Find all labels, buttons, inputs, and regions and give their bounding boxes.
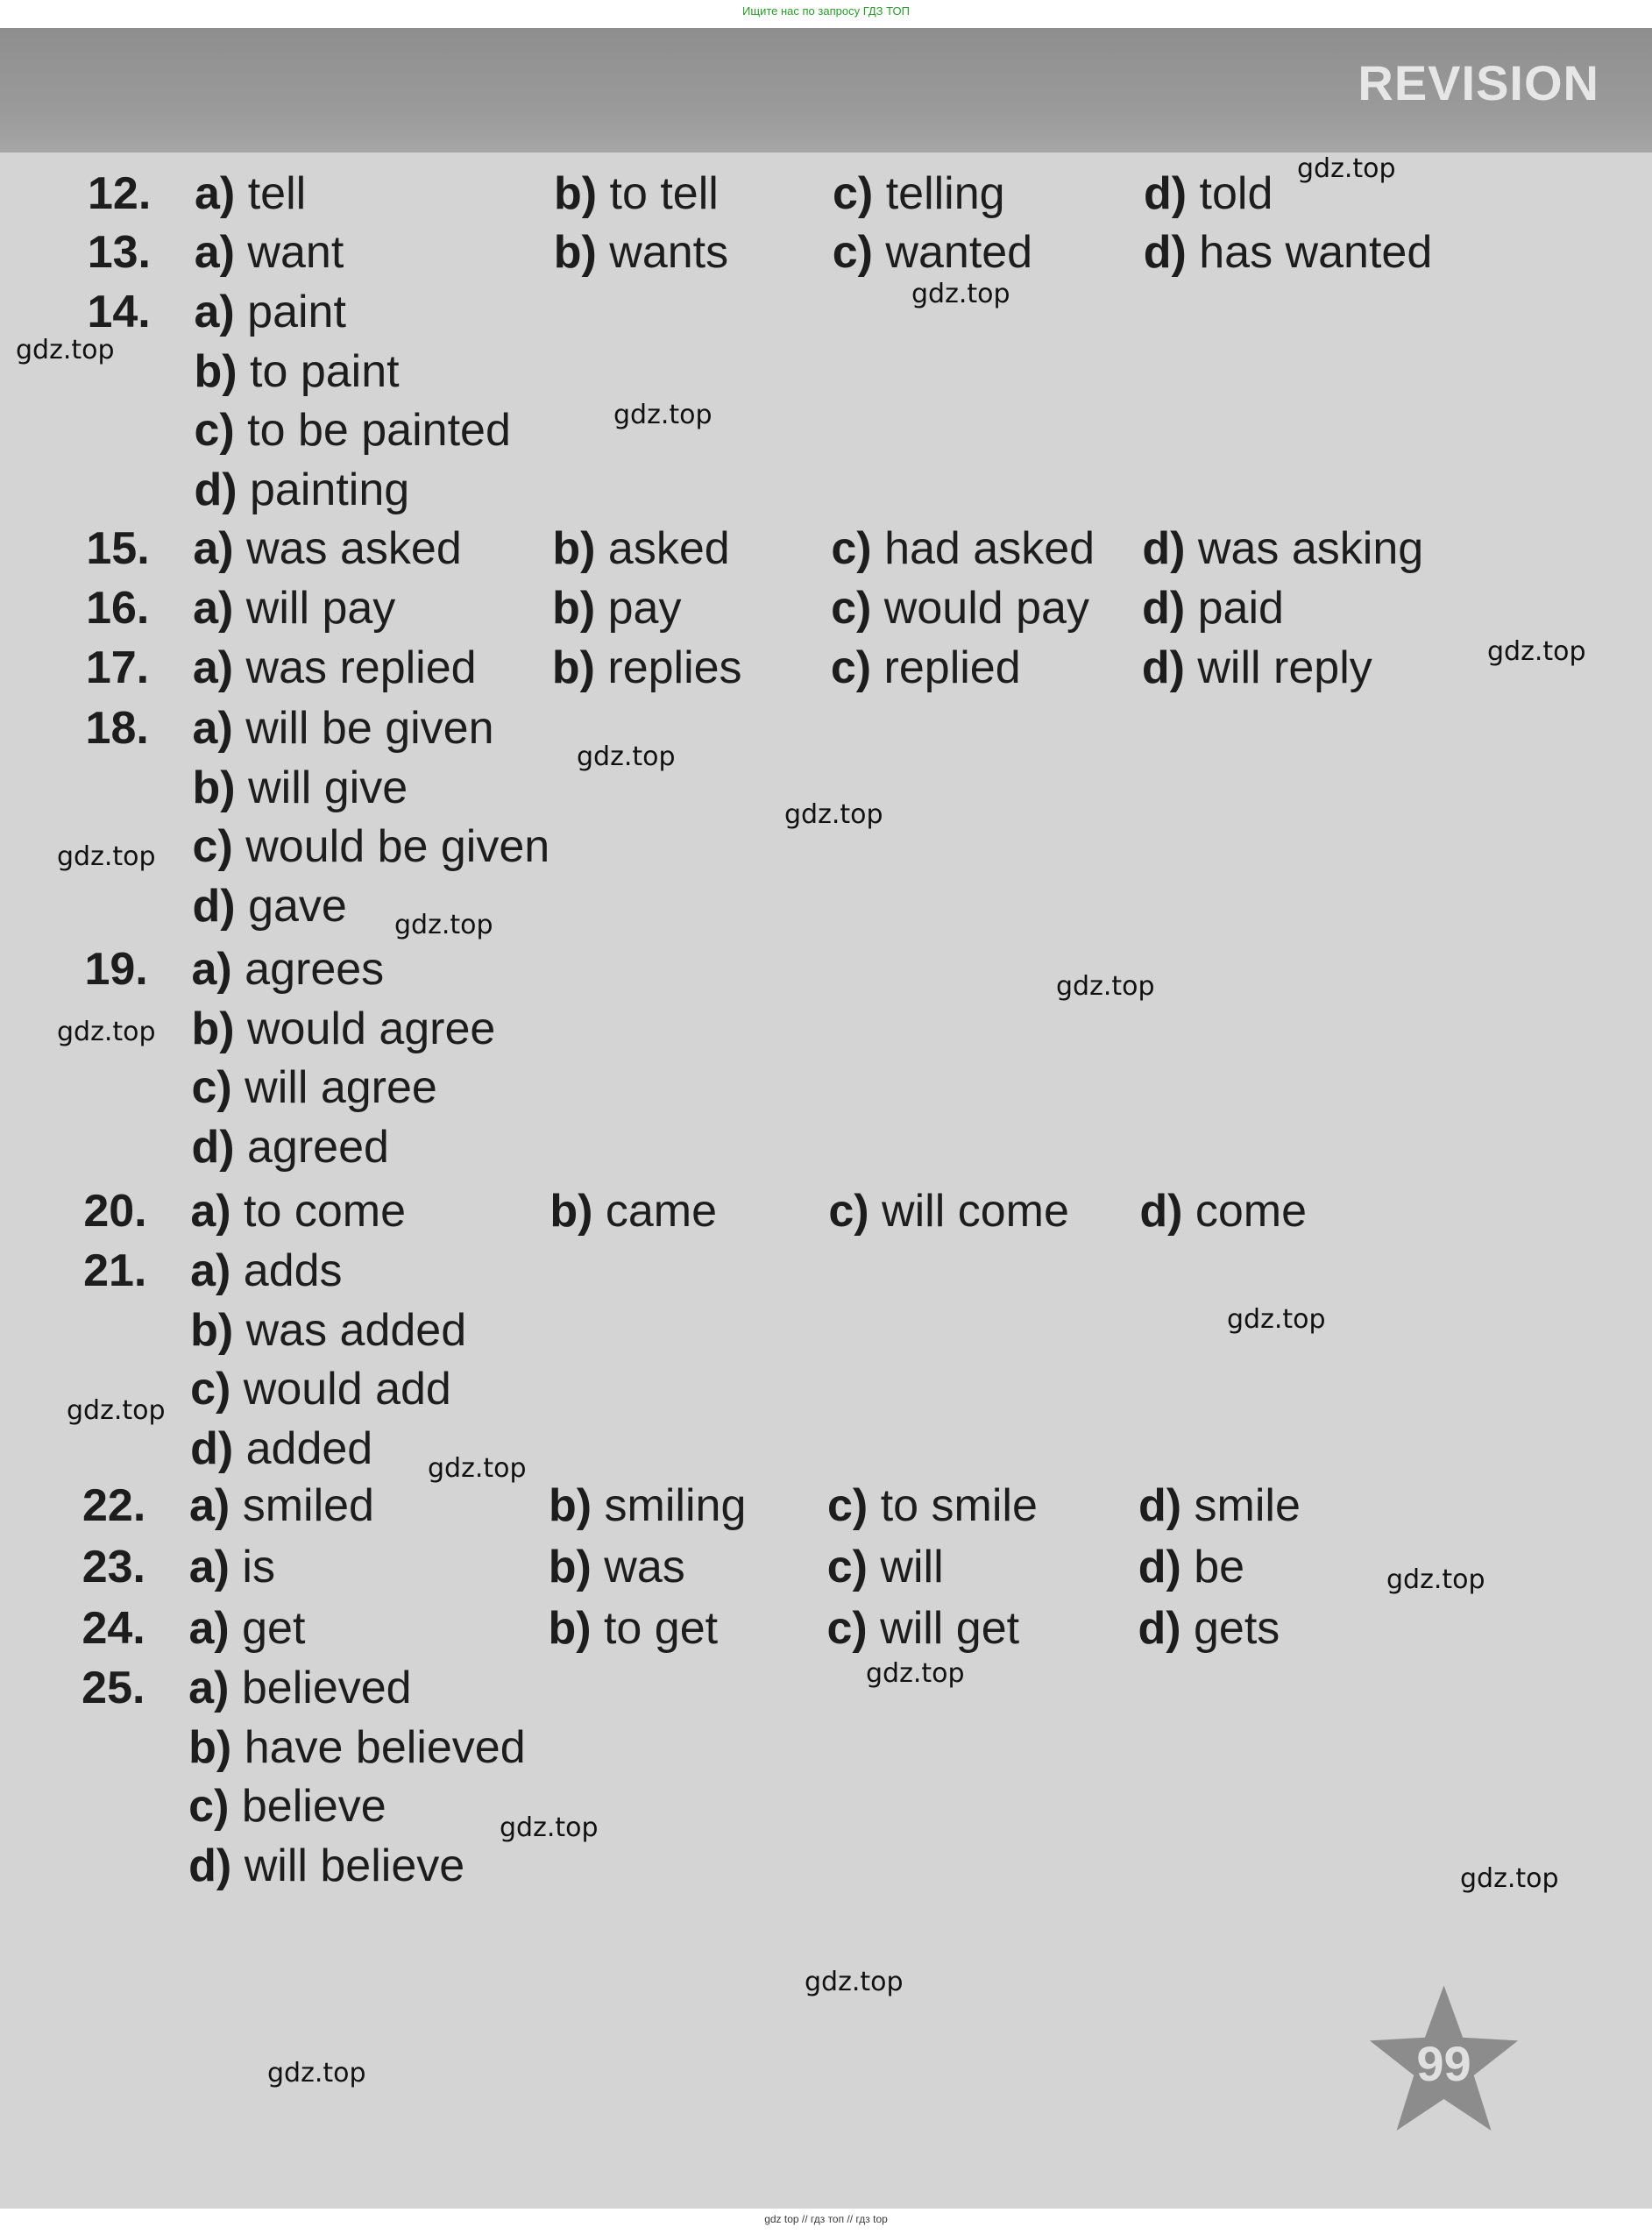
option-text: paint	[247, 287, 346, 337]
option-text: had asked	[884, 523, 1095, 574]
question-number: 13.	[87, 227, 152, 278]
question-number: 17.	[85, 642, 150, 693]
answer-option	[192, 880, 347, 932]
option-letter: a)	[192, 703, 233, 754]
option-gap	[873, 227, 885, 278]
watermark-text: gdz.top	[866, 1658, 965, 1689]
answer-option	[1139, 1186, 1308, 1237]
option-letter: c)	[190, 1364, 231, 1415]
option-text: painting	[250, 464, 410, 515]
option-gap	[1181, 1542, 1194, 1592]
answer-option	[194, 464, 410, 515]
answer-option	[827, 1480, 1038, 1531]
answer-option	[188, 1840, 465, 1891]
option-text: was replied	[245, 642, 477, 693]
option-gap	[868, 1480, 880, 1531]
option-letter: b)	[548, 1542, 592, 1592]
option-text: will come	[882, 1186, 1069, 1237]
answer-option	[833, 168, 1005, 219]
option-text: will	[880, 1542, 944, 1592]
answer-option	[194, 227, 344, 278]
option-text: to be painted	[247, 405, 511, 456]
option-text: replies	[607, 642, 742, 693]
answer-option	[1142, 583, 1284, 634]
option-letter: b)	[192, 762, 236, 813]
option-gap	[234, 523, 246, 574]
option-letter: b)	[548, 1603, 592, 1654]
option-gap	[597, 227, 609, 278]
option-letter: c)	[188, 1781, 230, 1832]
option-gap	[235, 1122, 247, 1173]
option-gap	[238, 346, 250, 397]
option-letter: b)	[188, 1721, 232, 1773]
answer-option	[1138, 1480, 1301, 1531]
option-letter: d)	[1138, 1603, 1181, 1654]
answer-option	[549, 1186, 718, 1237]
answer-option	[192, 703, 494, 754]
option-text: want	[247, 227, 344, 278]
option-gap	[592, 1603, 604, 1654]
option-letter: d)	[194, 464, 238, 515]
option-text: gave	[248, 880, 347, 932]
option-letter: c)	[828, 1186, 869, 1237]
answer-option	[554, 168, 719, 219]
option-text: have believed	[244, 1721, 526, 1773]
option-gap	[233, 1305, 245, 1356]
question-number: 14.	[87, 287, 151, 337]
answer-option	[552, 523, 730, 574]
option-letter: a)	[194, 227, 235, 278]
option-text: will reply	[1197, 642, 1372, 693]
watermark-text: gdz.top	[911, 279, 1010, 309]
option-text: paid	[1197, 583, 1284, 634]
option-text: will agree	[245, 1062, 437, 1113]
option-text: was asking	[1197, 523, 1424, 574]
option-gap	[232, 1062, 245, 1113]
answer-option	[190, 1422, 373, 1474]
option-text: to paint	[250, 345, 400, 397]
option-text: will be given	[245, 703, 494, 754]
option-text: be	[1194, 1542, 1245, 1592]
watermark-text: gdz.top	[1487, 636, 1586, 667]
option-gap	[1185, 523, 1197, 574]
option-text: believe	[241, 1781, 386, 1832]
option-text: gets	[1193, 1603, 1280, 1654]
option-text: told	[1199, 168, 1273, 219]
option-text: will pay	[245, 583, 396, 634]
watermark-text: gdz.top	[57, 1017, 156, 1047]
option-gap	[873, 168, 885, 219]
option-gap	[235, 287, 247, 337]
option-gap	[872, 523, 884, 574]
option-gap	[868, 1542, 880, 1592]
answer-option	[188, 1781, 386, 1832]
option-text: to tell	[609, 168, 719, 219]
question-number: 23.	[82, 1542, 146, 1592]
answer-option	[826, 1603, 1020, 1654]
watermark-text: gdz.top	[577, 741, 676, 772]
answer-option	[192, 642, 477, 693]
option-letter: c)	[826, 1542, 868, 1592]
option-text: will give	[248, 762, 408, 813]
answer-option	[832, 227, 1033, 278]
question-number: 25.	[82, 1663, 145, 1713]
option-gap	[235, 1004, 247, 1054]
option-letter: d)	[1138, 1480, 1182, 1531]
option-letter: c)	[194, 405, 235, 456]
option-gap	[595, 523, 607, 574]
option-text: will get	[880, 1603, 1020, 1654]
option-letter: b)	[190, 1304, 234, 1356]
watermark-text: gdz.top	[805, 1967, 904, 1997]
option-text: telling	[885, 168, 1005, 219]
option-text: believed	[241, 1663, 412, 1713]
answer-option	[194, 405, 511, 456]
answer-option	[548, 1603, 719, 1654]
option-letter: a)	[190, 1245, 231, 1296]
question-number: 16.	[86, 583, 150, 634]
option-text: to come	[244, 1186, 407, 1237]
watermark-text: gdz.top	[500, 1812, 599, 1843]
option-text: to smile	[880, 1480, 1038, 1531]
option-letter: a)	[193, 583, 234, 634]
watermark-text: gdz.top	[613, 400, 713, 430]
watermark-text: gdz.top	[394, 910, 493, 940]
answer-option	[1142, 523, 1424, 574]
option-gap	[231, 1186, 244, 1237]
option-gap	[1185, 583, 1197, 634]
option-gap	[592, 1186, 605, 1237]
option-text: wanted	[885, 227, 1033, 278]
option-text: came	[605, 1186, 718, 1237]
option-gap	[235, 168, 247, 219]
option-letter: b)	[551, 642, 595, 693]
header-title: REVISION	[1358, 55, 1599, 110]
option-letter: a)	[188, 1542, 230, 1592]
option-gap	[235, 227, 247, 278]
answer-option	[193, 523, 462, 574]
option-letter: a)	[190, 1186, 231, 1237]
option-gap	[230, 1245, 243, 1296]
answer-option	[192, 821, 550, 872]
option-letter: c)	[191, 1062, 232, 1113]
option-letter: d)	[190, 1422, 234, 1474]
answer-option	[188, 1665, 411, 1711]
watermark-text: gdz.top	[67, 1395, 166, 1426]
option-gap	[233, 1423, 245, 1474]
option-gap	[233, 821, 245, 872]
watermark-text: gdz.top	[428, 1453, 527, 1484]
header-banner	[0, 28, 1652, 152]
option-gap	[230, 1480, 242, 1531]
option-letter: c)	[833, 168, 874, 219]
option-text: adds	[243, 1245, 343, 1296]
option-text: would agree	[247, 1003, 496, 1054]
option-gap	[229, 1663, 241, 1713]
option-letter: c)	[831, 523, 872, 574]
option-gap	[229, 1781, 241, 1832]
option-letter: c)	[826, 1603, 868, 1654]
answer-option	[190, 1245, 343, 1296]
answer-option	[553, 227, 729, 278]
option-text: smiling	[604, 1480, 747, 1531]
option-gap	[232, 944, 245, 995]
watermark-text: gdz.top	[16, 335, 115, 365]
answer-option	[830, 642, 1021, 693]
option-gap	[871, 642, 883, 693]
top-search-note: Ищите нас по запросу ГДЗ ТОП	[742, 4, 910, 18]
option-letter: c)	[831, 583, 872, 634]
answer-option	[191, 1003, 496, 1054]
option-gap	[592, 1542, 604, 1592]
answer-option	[828, 1186, 1069, 1237]
answer-option	[1138, 1603, 1280, 1654]
option-letter: a)	[188, 1663, 230, 1713]
watermark-text: gdz.top	[1227, 1304, 1326, 1335]
answer-option	[549, 1544, 685, 1590]
answer-option	[194, 345, 400, 397]
answer-option	[831, 583, 1089, 634]
option-text: is	[242, 1542, 275, 1592]
option-letter: c)	[192, 821, 233, 872]
watermark-text: gdz.top	[57, 841, 156, 872]
option-gap	[231, 1722, 244, 1773]
option-text: has wanted	[1199, 227, 1433, 278]
question-number: 21.	[83, 1245, 147, 1296]
option-text: was added	[245, 1304, 467, 1356]
option-letter: a)	[191, 944, 232, 995]
answer-option	[1143, 227, 1433, 278]
watermark-text: gdz.top	[1386, 1564, 1485, 1595]
option-letter: c)	[830, 642, 872, 693]
watermark-text: gdz.top	[784, 799, 883, 830]
page-number: 99	[1416, 2036, 1471, 2091]
option-letter: c)	[827, 1480, 869, 1531]
watermark-text: gdz.top	[1056, 971, 1155, 1002]
option-letter: a)	[194, 287, 235, 337]
option-letter: b)	[549, 1186, 593, 1237]
bottom-note: gdz top // гдз топ // гдз top	[764, 2213, 888, 2225]
option-gap	[868, 1603, 880, 1654]
answer-option	[1138, 1544, 1244, 1590]
question-number: 24.	[82, 1603, 145, 1654]
option-gap	[1181, 1603, 1194, 1654]
option-letter: a)	[188, 1603, 230, 1654]
option-gap	[236, 762, 248, 813]
option-letter: c)	[832, 227, 873, 278]
option-gap	[233, 703, 245, 754]
answer-option	[189, 1544, 275, 1590]
question-number: 18.	[85, 703, 149, 754]
option-gap	[233, 583, 245, 634]
answer-option	[190, 1364, 451, 1415]
option-letter: d)	[1138, 1542, 1181, 1592]
option-gap	[595, 642, 607, 693]
answer-option	[1141, 642, 1372, 693]
option-text: would be given	[245, 821, 550, 872]
option-letter: d)	[1142, 523, 1186, 574]
option-gap	[595, 583, 607, 634]
option-gap	[235, 405, 247, 456]
option-gap	[230, 1542, 242, 1592]
answer-option	[195, 168, 307, 219]
option-text: pay	[607, 583, 682, 634]
watermark-text: gdz.top	[1297, 153, 1396, 184]
answer-option	[551, 642, 742, 693]
option-letter: a)	[195, 168, 236, 219]
option-gap	[1187, 227, 1199, 278]
answer-option	[191, 1121, 389, 1173]
textbook-page	[0, 28, 1652, 2209]
answer-option	[549, 1480, 747, 1531]
option-text: tell	[247, 168, 307, 219]
option-letter: d)	[1144, 168, 1188, 219]
option-gap	[238, 465, 250, 515]
option-gap	[1182, 1186, 1195, 1237]
answer-option	[189, 1480, 374, 1531]
option-gap	[236, 881, 248, 932]
answer-option	[191, 1062, 437, 1113]
question-number: 19.	[84, 944, 148, 995]
answer-option	[192, 762, 408, 813]
answer-option	[1144, 168, 1273, 219]
option-text: replied	[883, 642, 1021, 693]
option-gap	[869, 1186, 882, 1237]
option-gap	[230, 1603, 242, 1654]
option-letter: d)	[192, 880, 236, 932]
option-letter: b)	[194, 345, 238, 397]
question-number: 20.	[83, 1186, 147, 1237]
option-gap	[230, 1364, 243, 1415]
option-text: would add	[243, 1364, 451, 1415]
answer-option	[831, 523, 1095, 574]
option-text: smile	[1194, 1480, 1301, 1531]
option-gap	[1187, 168, 1199, 219]
option-letter: a)	[192, 642, 234, 693]
option-text: get	[242, 1603, 306, 1654]
option-letter: a)	[189, 1480, 230, 1531]
option-gap	[597, 168, 609, 219]
option-gap	[231, 1840, 244, 1891]
answer-option	[552, 583, 682, 634]
option-text: come	[1195, 1186, 1308, 1237]
option-letter: b)	[554, 168, 598, 219]
option-letter: d)	[1142, 583, 1186, 634]
option-letter: d)	[188, 1840, 232, 1891]
question-number: 12.	[88, 168, 152, 219]
option-gap	[1185, 642, 1197, 693]
option-letter: d)	[1143, 227, 1187, 278]
answer-option	[191, 944, 385, 995]
option-letter: b)	[549, 1480, 592, 1531]
option-gap	[1181, 1480, 1194, 1531]
question-number: 15.	[86, 523, 150, 574]
option-text: was	[604, 1542, 685, 1592]
answer-option	[188, 1721, 526, 1773]
option-text: will believe	[244, 1840, 465, 1891]
option-letter: d)	[1141, 642, 1185, 693]
option-text: to get	[603, 1603, 719, 1654]
option-letter: b)	[552, 523, 596, 574]
answer-option	[188, 1603, 306, 1654]
option-text: added	[245, 1422, 373, 1474]
option-letter: b)	[552, 583, 596, 634]
option-letter: b)	[553, 227, 597, 278]
option-text: agrees	[245, 944, 385, 995]
answer-option	[827, 1544, 944, 1590]
option-letter: b)	[191, 1003, 235, 1054]
option-text: was asked	[246, 523, 462, 574]
answer-option	[190, 1304, 467, 1356]
answer-option	[190, 1186, 407, 1237]
option-text: agreed	[247, 1121, 389, 1173]
option-gap	[233, 642, 245, 693]
option-letter: d)	[191, 1121, 235, 1173]
option-letter: a)	[193, 523, 234, 574]
answer-option	[193, 583, 396, 634]
answer-option	[194, 289, 345, 335]
option-gap	[871, 583, 883, 634]
watermark-text: gdz.top	[1460, 1863, 1559, 1894]
option-text: asked	[607, 523, 730, 574]
watermark-text: gdz.top	[267, 2058, 366, 2089]
option-gap	[592, 1480, 604, 1531]
option-letter: d)	[1139, 1186, 1183, 1237]
option-text: smiled	[242, 1480, 374, 1531]
option-text: would pay	[883, 583, 1089, 634]
question-number: 22.	[82, 1480, 146, 1531]
option-text: wants	[609, 227, 729, 278]
